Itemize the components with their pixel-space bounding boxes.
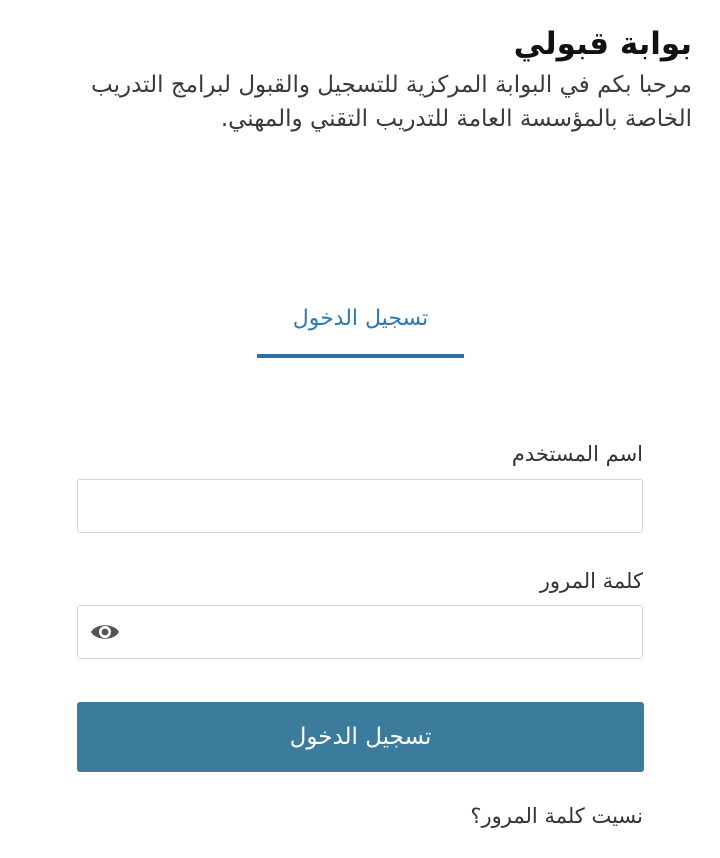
password-input[interactable] [77,605,643,659]
welcome-text: مرحبا بكم في البوابة المركزية للتسجيل والقبول لبرامج التدريب الخاصة بالمؤسسة العامة للتدريب التقني والمهني. [91,72,692,132]
page-title: بوابة قبولي [513,26,692,62]
show-password-toggle[interactable] [90,620,120,644]
login-button[interactable]: تسجيل الدخول [77,702,644,772]
username-label: اسم المستخدم [511,442,643,466]
tab-login[interactable] [257,298,464,358]
tab-login-label: تسجيل الدخول [292,306,429,331]
eye-icon [90,620,120,644]
username-input[interactable] [77,479,643,533]
forgot-password-link[interactable]: نسيت كلمة المرور؟ [470,804,643,828]
password-label: كلمة المرور [539,569,643,593]
tab-active-underline [257,354,464,358]
